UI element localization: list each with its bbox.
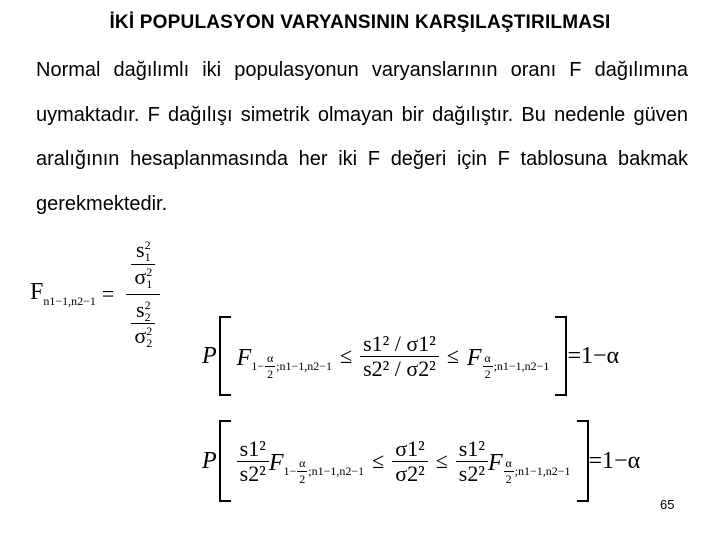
- lower-f-value: F 1− $\frac{\alpha}{2}$ ;n1−1,n2−1: [268, 449, 365, 486]
- left-bracket: [219, 420, 231, 502]
- body-paragraph: Normal dağılımlı iki populasyonun varyanslarının oranı F dağılımına uymaktadır. F dağılışı simetrik olmayan bir dağılıştır. Bu nedenle güven aralığının hesaplanmasında her iki F değeri için F tablosuna bakmak gerekmektedir.: [36, 59, 688, 215]
- probability-formula-1: [202, 316, 619, 396]
- sample-variance-2-over-sigma-2: $\frac{s^2_2}{\sigma^2_2}$: [131, 298, 155, 350]
- lower-f-value: F 1− $\frac{\alpha}{2}$ ;n1−1,n2−1: [236, 344, 332, 381]
- sample-variance-ratio-right: $\frac{\text{s1²}}{\text{s2²}}$: [456, 437, 488, 484]
- upper-f-value: F $\frac{\alpha}{2}$ ;n1−1,n2−1: [466, 344, 550, 381]
- leq-sign: ≤: [446, 343, 459, 368]
- confidence-level: =1−α: [567, 342, 620, 369]
- variance-ratio-fraction: [126, 238, 160, 349]
- leq-sign: ≤: [340, 343, 353, 368]
- f-symbol: $F_{n1-1,n2-1}$: [30, 279, 96, 308]
- prob-symbol: P: [202, 342, 217, 369]
- main-fraction-bar: [126, 294, 160, 295]
- page-number: 65: [660, 497, 675, 512]
- leq-sign: ≤: [372, 448, 385, 473]
- sample-variance-ratio-left: $\frac{\text{s1²}}{\text{s2²}}$: [237, 437, 269, 484]
- probability-formula-2: [202, 420, 640, 502]
- left-bracket: [219, 316, 231, 396]
- slide-title: İKİ POPULASYON VARYANSININ KARŞILAŞTIRILMASI: [109, 12, 611, 33]
- equals-sign: =: [101, 281, 115, 306]
- upper-f-value: F $\frac{\alpha}{2}$ ;n1−1,n2−1: [487, 449, 571, 486]
- confidence-level: =1−α: [588, 447, 641, 474]
- right-bracket: [577, 420, 589, 502]
- population-variance-ratio: $\frac{\text{σ1²}}{\text{σ2²}}$: [392, 437, 427, 484]
- sample-variance-1-over-sigma-1: $\frac{s^2_1}{\sigma^2_1}$: [131, 238, 155, 290]
- f-statistic-formula: [30, 228, 160, 360]
- variance-ratio: $\frac{\text{s1² / σ1²}}{\text{s2² / σ2²}}$: [360, 332, 439, 379]
- prob-symbol: P: [202, 447, 217, 474]
- right-bracket: [555, 316, 567, 396]
- leq-sign: ≤: [435, 448, 448, 473]
